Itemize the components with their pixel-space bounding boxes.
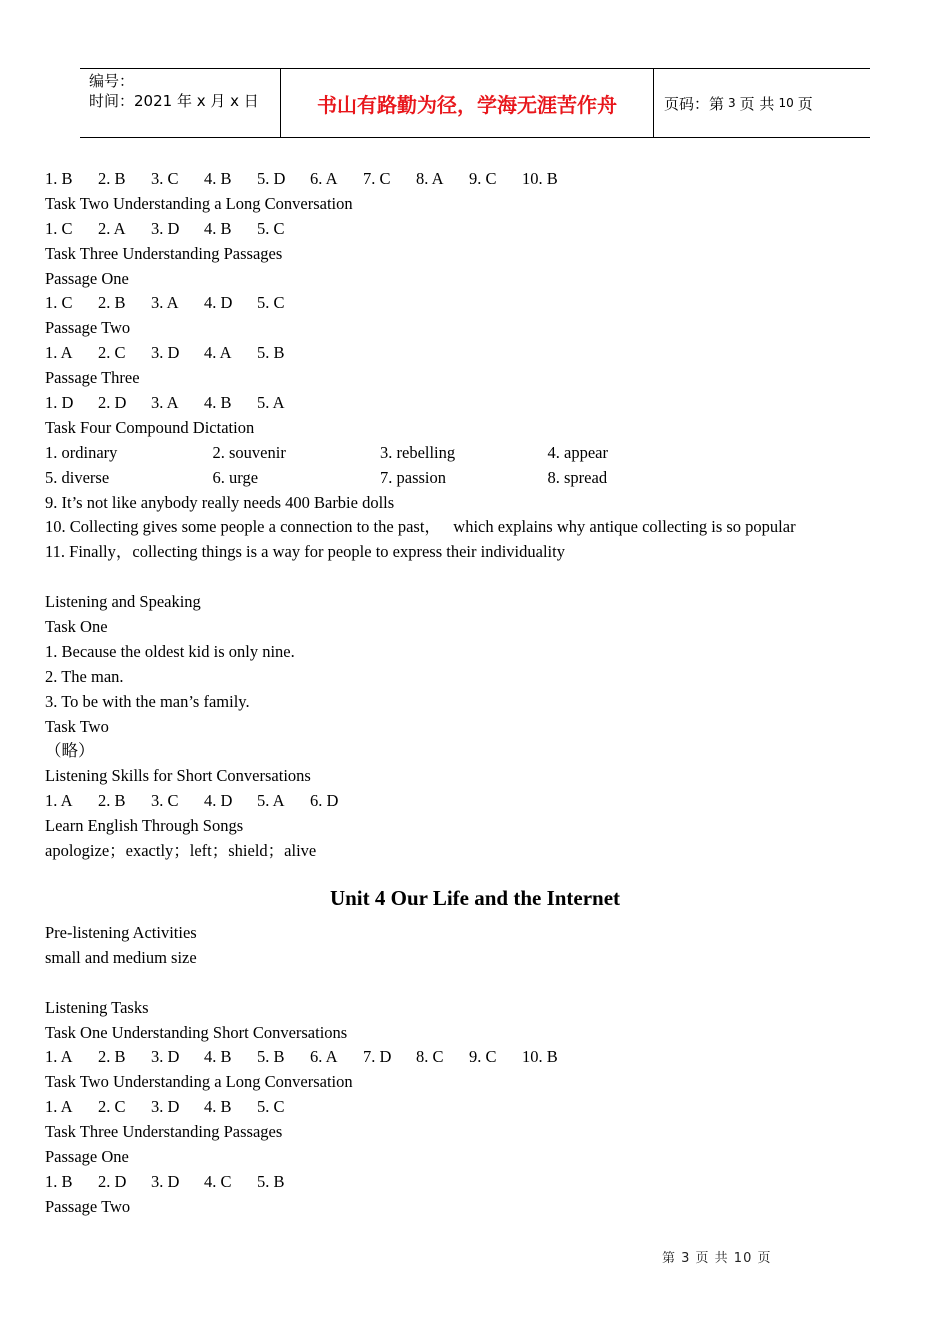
answer-item: 4. B [204, 169, 232, 188]
answer-item: 4. D [204, 791, 233, 811]
answer-item: 7. C [363, 169, 391, 188]
answer-item: 2. B [98, 293, 126, 313]
answer-item: 1. A [45, 343, 73, 363]
answer-item: 7. D [363, 1047, 392, 1067]
answer-item: 5. A [257, 393, 285, 413]
answer-row [45, 167, 905, 192]
answer-item: 6. urge [212, 467, 259, 487]
answer-item: 5. D [257, 169, 286, 188]
answer-item: 5. diverse [45, 467, 110, 487]
answer-item: 5. C [257, 218, 285, 238]
dictation-row [45, 466, 905, 491]
heading: Task One Understanding Short Conversations [45, 1022, 348, 1042]
page-header [80, 68, 870, 138]
heading: Listening and Speaking [45, 592, 201, 612]
answer-item: 1. C [45, 218, 73, 238]
answer-item: 2. B [98, 169, 126, 188]
answer-line: 2. The man. [45, 666, 124, 686]
answer-item: 8. spread [547, 467, 608, 487]
answer-item: 3. D [151, 218, 180, 238]
answer-item: 5. A [257, 791, 285, 811]
answer-line: 3. To be with the man’s family. [45, 691, 250, 711]
heading: Task Three Understanding Passages [45, 243, 283, 263]
answer-item: 3. C [151, 169, 179, 188]
answer-item: 4. D [204, 293, 233, 313]
page-prefix: 页码：第 [664, 94, 725, 113]
heading: Task Two Understanding a Long Conversation [45, 193, 353, 213]
omitted-note: （略） [45, 741, 95, 761]
answer-row [45, 391, 905, 416]
answer-item: 5. C [257, 293, 285, 313]
answer-row [45, 217, 905, 242]
heading: Task Two [45, 716, 109, 736]
header-page-info [654, 69, 870, 137]
answer-item: 9. C [469, 169, 497, 188]
page-num: 3 [728, 96, 736, 110]
answer-item: 5. C [257, 1097, 285, 1117]
answer-item: 2. D [98, 393, 127, 413]
answer-item: 2. B [98, 1047, 126, 1067]
passage-label: Passage Three [45, 368, 140, 388]
answer-item: 6. A [310, 169, 338, 188]
answer-item: 1. ordinary [45, 442, 118, 462]
answer-item: 1. B [45, 169, 73, 188]
answer-item: 2. D [98, 1171, 127, 1191]
answer-item: 9. C [469, 1047, 497, 1067]
answer-item: 10. B [522, 169, 558, 188]
answer-item: 2. C [98, 343, 126, 363]
spacer [45, 971, 905, 996]
heading: Task Four Compound Dictation [45, 417, 255, 437]
answer-item: 7. passion [380, 467, 446, 487]
answer-item: 1. B [45, 1171, 73, 1191]
number-label: 编号： [89, 72, 135, 90]
answer-item: 5. B [257, 1171, 285, 1191]
answer-item: 3. D [151, 343, 180, 363]
unit-title: Unit 4 Our Life and the Internet [329, 885, 621, 910]
answer-item: 1. A [45, 1097, 73, 1117]
answer-item: 3. D [151, 1097, 180, 1117]
answer-item: 5. B [257, 343, 285, 363]
answer-line: 1. Because the oldest kid is only nine. [45, 641, 295, 661]
header-motto: 书山有路勤为径，学海无涯苦作舟 [281, 69, 654, 137]
heading: Listening Skills for Short Conversations [45, 766, 311, 786]
sentence: 10. Collecting gives some people a connection to the past， which explains why antique collecting is so popular [45, 517, 796, 537]
answer-item: 1. C [45, 293, 73, 313]
heading: Task Three Understanding Passages [45, 1122, 283, 1142]
answer-item: 4. C [204, 1171, 232, 1191]
answer-item: 3. rebelling [380, 442, 456, 462]
answer-line: apologize；exactly；left；shield；alive [45, 841, 317, 861]
answer-item: 1. D [45, 393, 74, 413]
answer-item: 4. appear [547, 442, 608, 462]
answer-row [45, 789, 905, 814]
answer-item: 2. souvenir [212, 442, 286, 462]
answer-item: 8. A [416, 169, 444, 188]
answer-item: 1. A [45, 791, 73, 811]
answer-item: 4. B [204, 393, 232, 413]
answer-item: 6. A [310, 1047, 338, 1067]
passage-label: Passage One [45, 1146, 129, 1166]
answer-item: 3. D [151, 1171, 180, 1191]
answer-item: 1. A [45, 1047, 73, 1067]
page-footer: 第 3 页 共 10 页 [662, 1251, 772, 1266]
answer-item: 4. B [204, 1097, 232, 1117]
spacer [45, 565, 905, 590]
answer-item: 2. C [98, 1097, 126, 1117]
document-body [45, 167, 905, 1220]
answer-item: 4. B [204, 1047, 232, 1067]
answer-item: 5. B [257, 1047, 285, 1067]
answer-row [45, 1045, 905, 1070]
sentence: 9. It’s not like anybody really needs 400 Barbie dolls [45, 492, 395, 512]
passage-label: Passage One [45, 268, 129, 288]
answer-row [45, 1095, 905, 1120]
answer-item: 3. C [151, 791, 179, 811]
answer-row [45, 291, 905, 316]
answer-row [45, 341, 905, 366]
passage-label: Passage Two [45, 1196, 131, 1216]
dictation-row [45, 441, 905, 466]
answer-item: 3. A [151, 393, 179, 413]
answer-item: 2. B [98, 791, 126, 811]
answer-item: 2. A [98, 218, 126, 238]
answer-item: 10. B [522, 1047, 558, 1067]
heading: Task One [45, 617, 108, 637]
answer-line: small and medium size [45, 947, 197, 967]
heading: Pre-listening Activities [45, 922, 197, 942]
passage-label: Passage Two [45, 318, 131, 338]
answer-item: 8. C [416, 1047, 444, 1067]
answer-item: 6. D [310, 791, 339, 811]
heading: Learn English Through Songs [45, 816, 244, 836]
answer-item: 4. B [204, 218, 232, 238]
heading: Task Two Understanding a Long Conversation [45, 1072, 353, 1092]
page-mid: 页 共 [739, 94, 775, 113]
answer-row [45, 1170, 905, 1195]
answer-item: 3. D [151, 1047, 180, 1067]
page-suffix: 页 [797, 94, 813, 113]
date-label: 时间：2021 年 x 月 x 日 [89, 92, 259, 110]
answer-item: 4. A [204, 343, 232, 363]
sentence: 11. Finally，collecting things is a way for people to express their individuality [45, 542, 565, 562]
answer-item: 3. A [151, 293, 179, 313]
header-meta [80, 69, 281, 137]
heading: Listening Tasks [45, 997, 149, 1017]
page-total: 10 [778, 96, 794, 110]
